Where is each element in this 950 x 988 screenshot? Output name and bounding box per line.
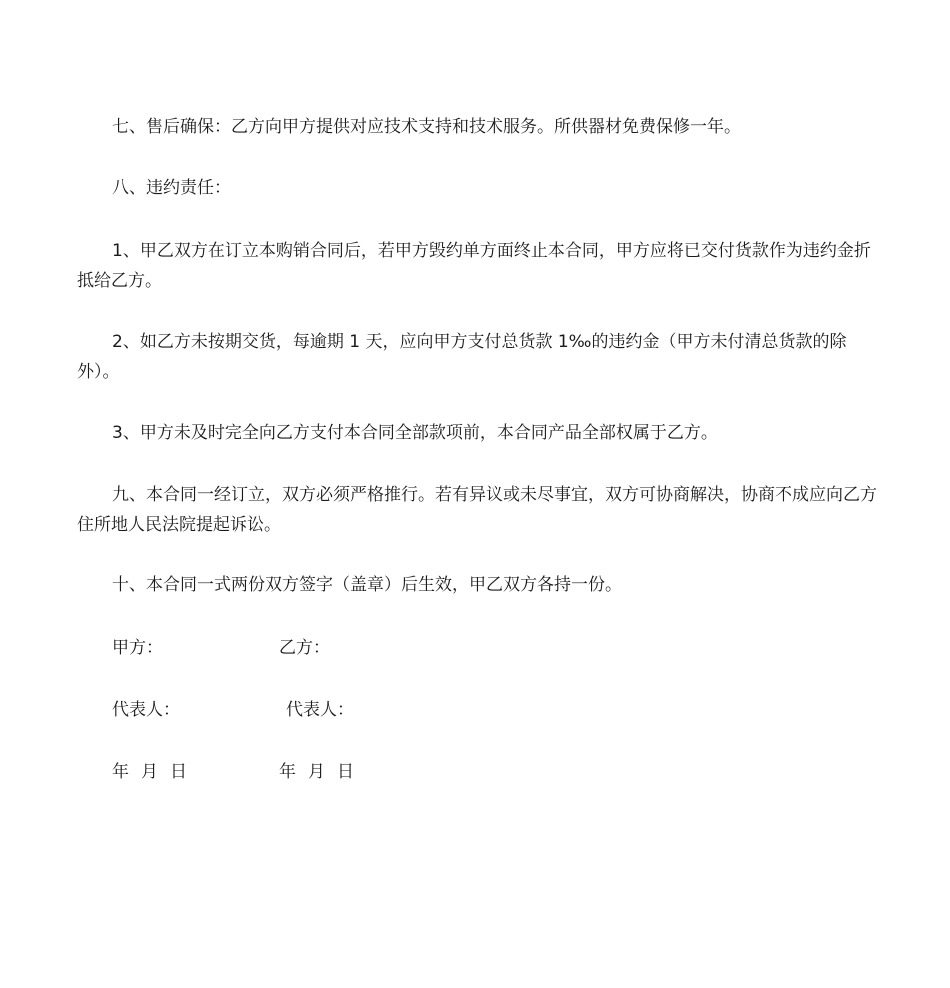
clause-8-heading: 八、违约责任：	[112, 178, 231, 198]
clause-10: 十、本合同一式两份双方签字（盖章）后生效，甲乙双方各持一份。	[112, 575, 622, 595]
party-row	[112, 633, 512, 663]
representative-row	[112, 695, 512, 725]
clause-8-item-2: 2、如乙方未按期交货，每逾期 1 天，应向甲方支付总货款 1‰的违约金（甲方未付清总货款的除外）。	[77, 332, 847, 382]
date-a	[112, 757, 187, 787]
date-row	[112, 757, 512, 787]
date-a-year: 年	[112, 762, 129, 782]
date-b-day: 日	[337, 762, 354, 782]
clause-8-item-3: 3、甲方未及时完全向乙方支付本合同全部款项前，本合同产品全部权属于乙方。	[112, 423, 718, 443]
date-b-year: 年	[279, 762, 296, 782]
clause-8-item-1: 1、甲乙双方在订立本购销合同后，若甲方毁约单方面终止本合同，甲方应将已交付货款作为违约金折抵给乙方。	[77, 241, 871, 291]
party-b-label: 乙方：	[279, 638, 330, 658]
date-a-day: 日	[170, 762, 187, 782]
rep-b-label: 代表人：	[286, 700, 354, 720]
date-b	[279, 757, 354, 787]
date-a-month: 月	[141, 762, 158, 782]
party-a-label: 甲方：	[112, 638, 163, 658]
clause-9: 九、本合同一经订立，双方必须严格推行。若有异议或未尽事宜，双方可协商解决，协商不成应向乙方住所地人民法院提起诉讼。	[77, 485, 877, 535]
rep-a-label: 代表人：	[112, 700, 180, 720]
clause-7: 七、售后确保：乙方向甲方提供对应技术支持和技术服务。所供器材免费保修一年。	[112, 117, 741, 137]
date-b-month: 月	[308, 762, 325, 782]
